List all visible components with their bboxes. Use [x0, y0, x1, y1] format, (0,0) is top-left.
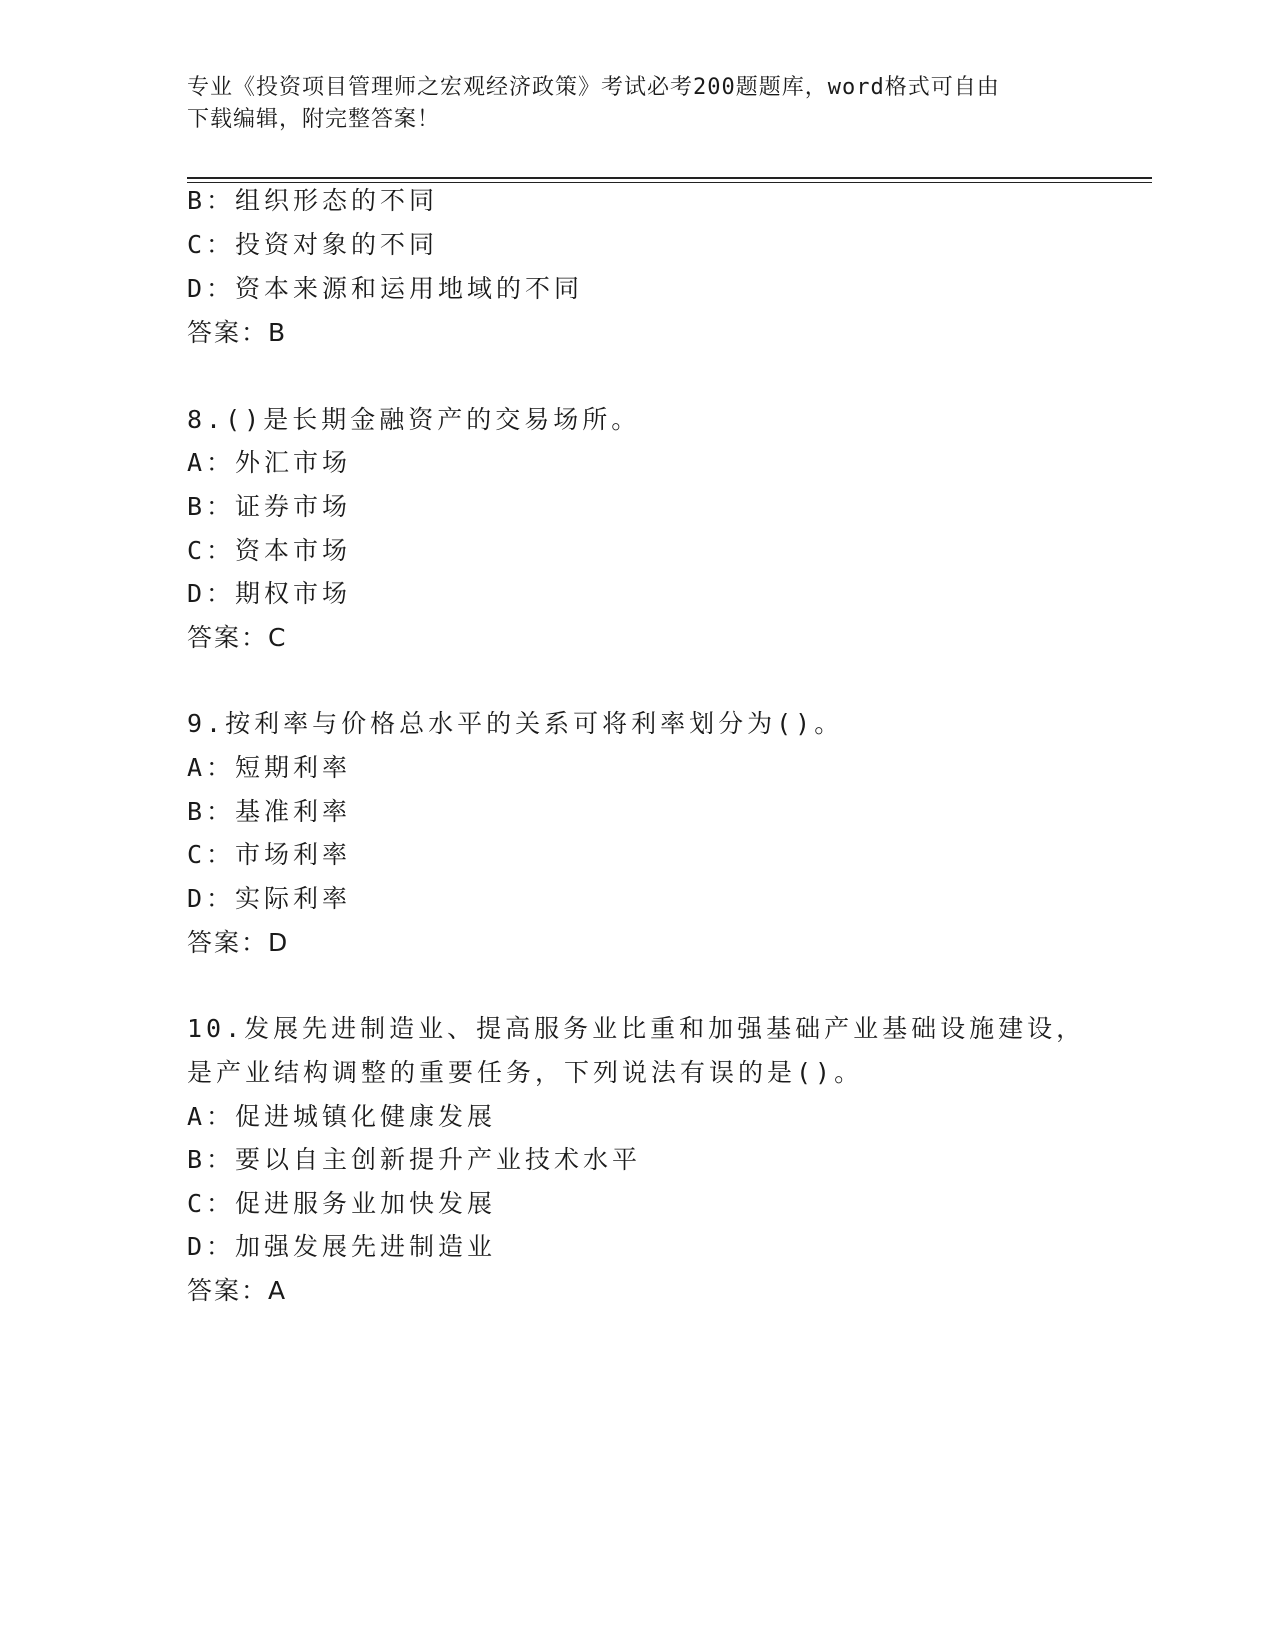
header-line-1: 专业《投资项目管理师之宏观经济政策》考试必考200题题库，word格式可自由 [187, 75, 1000, 100]
q9-option-b: B：基准利率 [187, 797, 352, 826]
q10-answer: 答案：A [187, 1276, 288, 1305]
q8-option-b: B：证券市场 [187, 492, 352, 521]
q10-option-b: B：要以自主创新提升产业技术水平 [187, 1145, 642, 1174]
q8-option-a: A：外汇市场 [187, 448, 352, 477]
header-line-2: 下载编辑，附完整答案！ [187, 107, 441, 132]
q7-answer: 答案：B [187, 318, 288, 347]
q9-answer: 答案：D [187, 928, 290, 957]
q8-option-c: C：资本市场 [187, 536, 352, 565]
q8-answer: 答案：C [187, 623, 288, 652]
q9-option-d: D：实际利率 [187, 884, 352, 913]
q7-option-c: C：投资对象的不同 [187, 230, 439, 259]
q7-option-b: B：组织形态的不同 [187, 186, 439, 215]
q8-question: 8.()是长期金融资产的交易场所。 [187, 405, 641, 434]
q9-question: 9.按利率与价格总水平的关系可将利率划分为()。 [187, 709, 844, 738]
q10-option-c: C：促进服务业加快发展 [187, 1189, 497, 1218]
q9-option-c: C：市场利率 [187, 840, 352, 869]
header-divider-thick [187, 177, 1152, 179]
header-divider-thin [187, 182, 1152, 183]
q7-option-d: D：资本来源和运用地域的不同 [187, 274, 584, 303]
q10-option-a: A：促进城镇化健康发展 [187, 1102, 497, 1131]
q10-question-line-2: 是产业结构调整的重要任务，下列说法有误的是()。 [187, 1058, 864, 1087]
q8-option-d: D：期权市场 [187, 579, 352, 608]
document-header [187, 72, 1087, 136]
q10-option-d: D：加强发展先进制造业 [187, 1232, 497, 1261]
q10-question-line-1: 10.发展先进制造业、提高服务业比重和加强基础产业基础设施建设， [187, 1014, 1086, 1043]
q9-option-a: A：短期利率 [187, 753, 352, 782]
